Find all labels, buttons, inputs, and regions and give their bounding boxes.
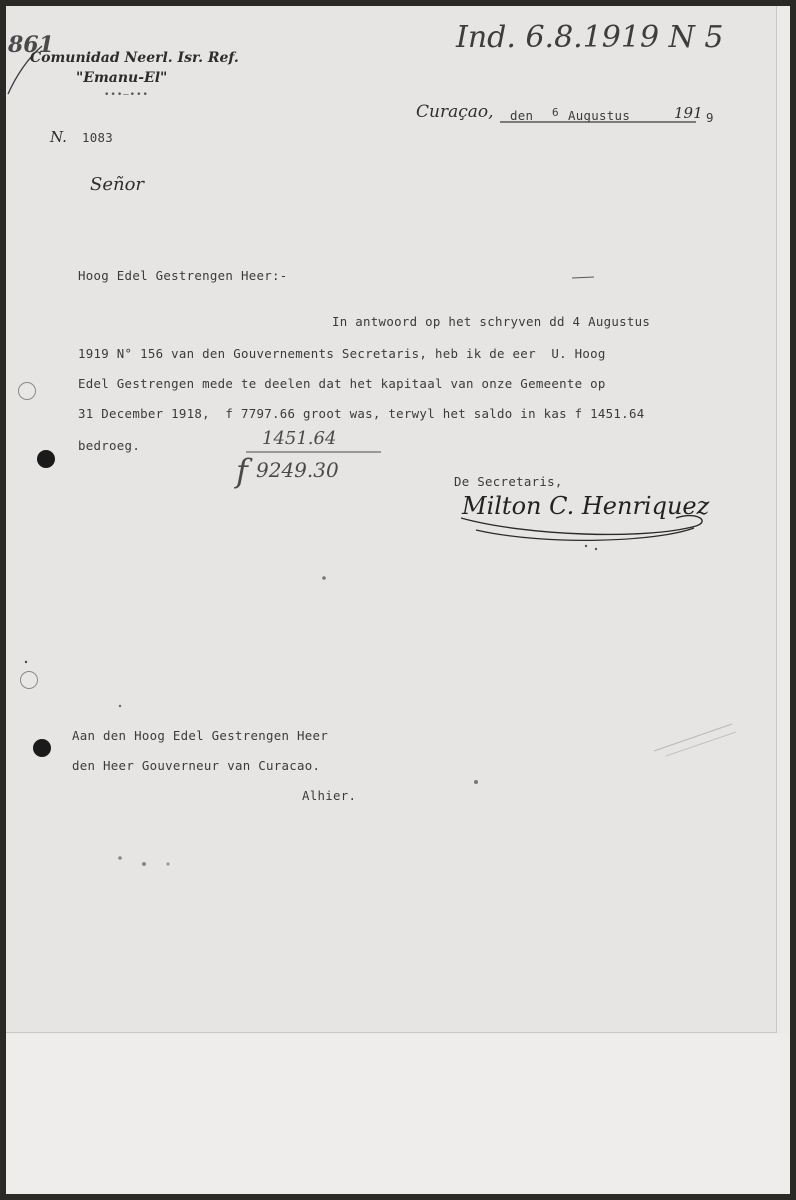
registration-note: Ind. 6.8.1919 N 5 [456,20,724,55]
recipient-line-2: den Heer Gouverneur van Curacao. [72,758,321,773]
punch-hole-ring [18,382,36,400]
address-line: Hoog Edel Gestrengen Heer:- [78,268,288,283]
body-line-5: bedroeg. [78,438,141,453]
speck [142,862,146,866]
document-sheet [6,6,790,1194]
date-month: Augustus [568,108,631,123]
corner-note: 861 [8,32,54,58]
number-label: N. [50,128,67,146]
speck [595,548,597,550]
body-line-3: Edel Gestrengen mede te deelen dat het kapitaal van onze Gemeente op [78,376,606,391]
letterhead-line2: "Emanu-El" [76,70,168,86]
date-day: 6 [552,106,559,119]
sum-line2: 9249.30 [256,458,339,482]
signature-title: De Secretaris, [454,474,563,489]
recipient-line-1: Aan den Hoog Edel Gestrengen Heer [72,728,329,743]
punch-hole-ring [20,671,38,689]
letter-number: 1083 [82,130,114,145]
body-line-1: In antwoord op het schryven dd 4 Augustus [332,314,651,329]
punch-hole [37,450,55,468]
date-year-suffix: 9 [706,110,714,125]
speck [119,705,121,707]
den-label: den [510,108,534,123]
date-year-prefix: 191 [674,104,703,122]
body-line-2: 1919 N° 156 van den Gouvernements Secretaris, heb ik de eer U. Hoog [78,346,606,361]
letterhead-line1: Comunidad Neerl. Isr. Ref. [30,50,239,66]
salutation-script: Señor [90,174,145,195]
pencil-stroke [666,732,736,756]
speck [166,862,169,865]
place-label: Curaçao, [416,102,494,122]
speck [118,856,122,860]
speck [25,661,27,663]
recipient-line-3: Alhier. [302,788,357,803]
speck [322,576,326,580]
sum-line1: 1451.64 [262,428,337,449]
signature: Milton C. Henriquez [462,492,710,520]
speck [474,780,478,784]
punch-hole [33,739,51,757]
stray-mark [572,277,594,278]
body-line-4: 31 December 1918, f 7797.66 groot was, terwyl het saldo in kas f 1451.64 [78,406,645,421]
speck [585,545,587,547]
sum-currency: f [236,452,248,490]
letterhead-ornament: •••—••• [104,90,149,100]
